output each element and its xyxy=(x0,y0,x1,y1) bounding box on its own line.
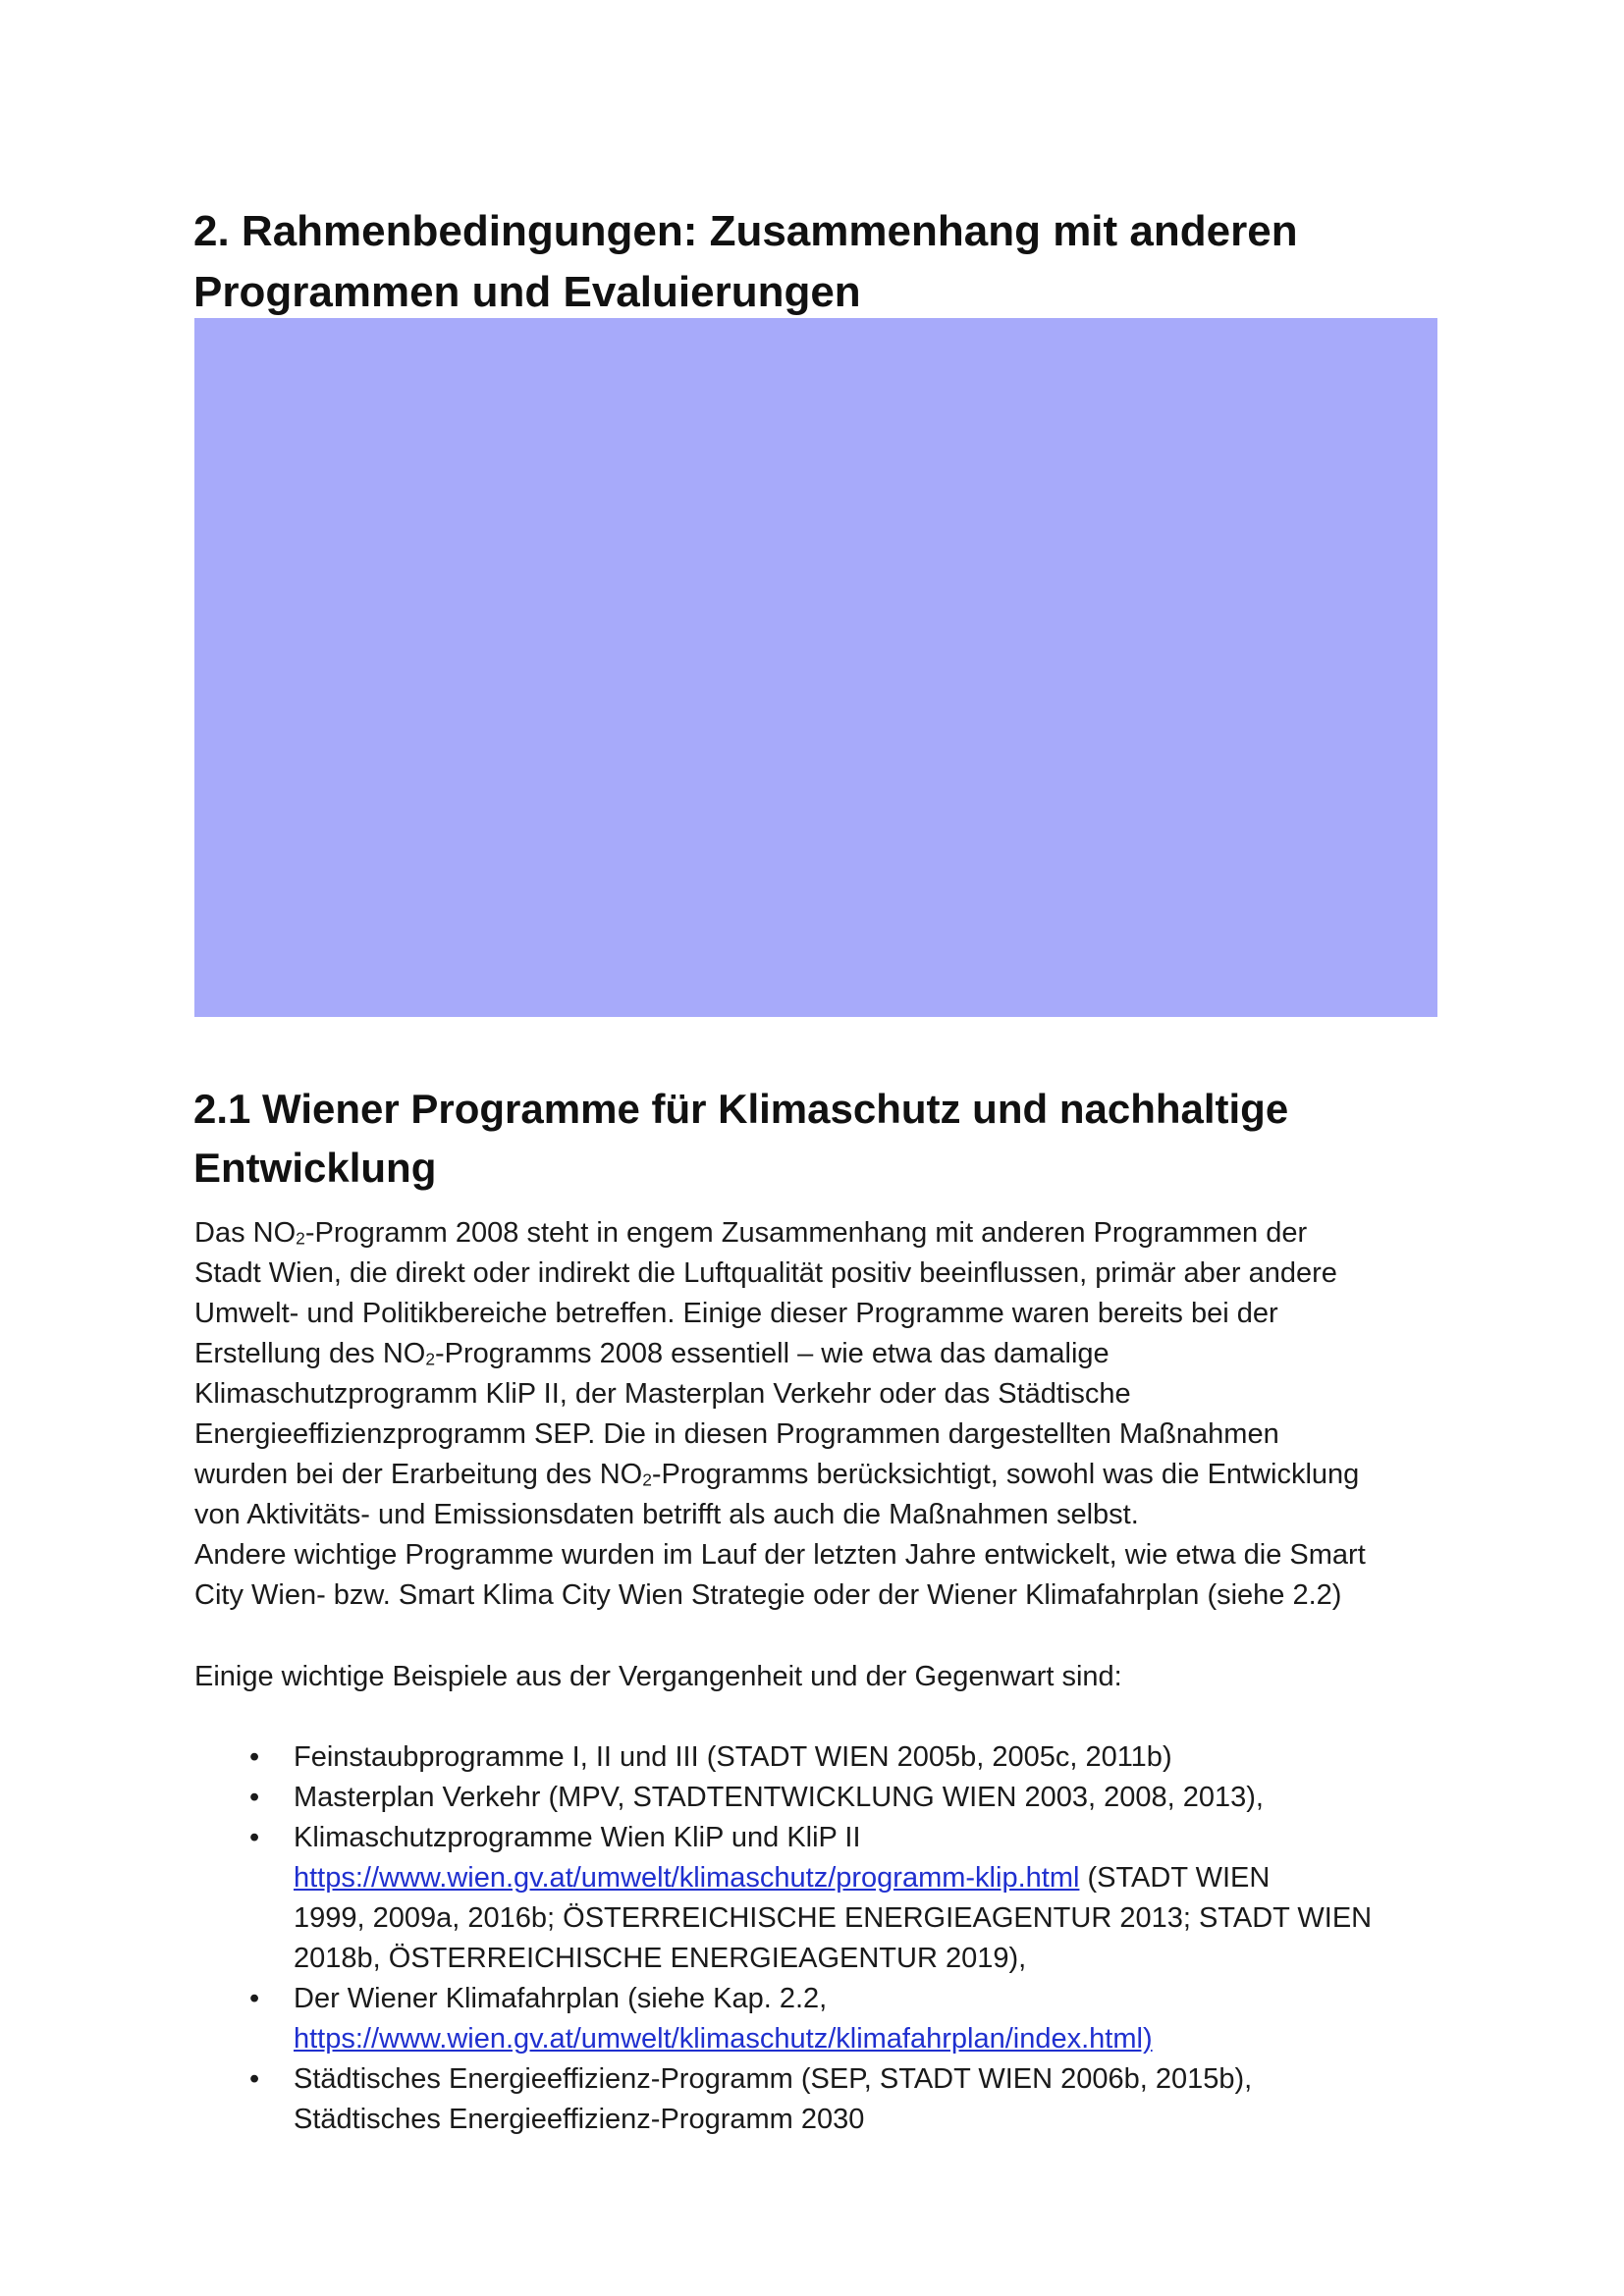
subsection-heading-line-1: 2.1 Wiener Programme für Klimaschutz und nachhaltige xyxy=(193,1086,1289,1132)
list-item xyxy=(194,1737,1451,1778)
list-item-text: Städtisches Energieeffizienz-Programm (SEP, STADT WIEN 2006b, 2015b), xyxy=(294,2063,1253,2095)
list-item xyxy=(194,2059,1451,2140)
list-item xyxy=(194,1778,1451,1818)
bullet-icon: • xyxy=(249,1741,260,1773)
subsection-heading-line-2: Entwicklung xyxy=(193,1145,437,1191)
paragraph-line: Umwelt- und Politikbereiche betreffen. Einige dieser Programme waren bereits bei der xyxy=(194,1298,1278,1329)
list-item-text: 2018b, ÖSTERREICHISCHE ENERGIEAGENTUR 2019), xyxy=(294,1943,1027,1974)
section-heading-line-2: Programmen und Evaluierungen xyxy=(193,268,861,316)
bullet-icon: • xyxy=(249,1782,260,1813)
list-item-text: 1999, 2009a, 2016b; ÖSTERREICHISCHE ENERGIEAGENTUR 2013; STADT WIEN xyxy=(294,1902,1373,1934)
list-item-text: Klimaschutzprogramme Wien KliP und KliP II xyxy=(294,1822,861,1853)
paragraph-line: Andere wichtige Programme wurden im Lauf der letzten Jahre entwickelt, wie etwa die Smart xyxy=(194,1539,1366,1571)
list-item xyxy=(194,1979,1451,2059)
paragraph-line: Energieeffizienzprogramm SEP. Die in diesen Programmen dargestellten Maßnahmen xyxy=(194,1418,1279,1450)
paragraph-line: von Aktivitäts- und Emissionsdaten betrifft als auch die Maßnahmen selbst. xyxy=(194,1499,1139,1530)
bullet-icon: • xyxy=(249,2063,260,2095)
subsection-heading xyxy=(193,1080,1431,1198)
list-item xyxy=(194,1818,1451,1979)
list-item-text: Der Wiener Klimafahrplan (siehe Kap. 2.2, xyxy=(294,1983,828,2014)
paragraph-line: City Wien- bzw. Smart Klima City Wien Strategie oder der Wiener Klimafahrplan (siehe 2.2) xyxy=(194,1579,1342,1611)
list-item-text: Städtisches Energieeffizienz-Programm 2030 xyxy=(294,2104,865,2135)
paragraph-line: Erstellung des $NO_2$-Programms 2008 essentiell – wie etwa das damalige xyxy=(194,1338,1110,1369)
examples-list xyxy=(194,1737,1451,2140)
list-item-text xyxy=(294,2019,1451,2059)
bullet-icon: • xyxy=(249,1822,260,1853)
paragraph-line: Stadt Wien, die direkt oder indirekt die Luftqualität positiv beeinflussen, primär aber andere xyxy=(194,1257,1337,1289)
list-intro: Einige wichtige Beispiele aus der Vergangenheit und der Gegenwart sind: xyxy=(194,1661,1122,1692)
list-item-text: https://www.wien.gv.at/umwelt/klimaschutz/programm-klip.html (STADT WIEN xyxy=(294,1862,1271,1894)
section-heading-line-1: 2. Rahmenbedingungen: Zusammenhang mit anderen xyxy=(193,207,1298,255)
klip-link[interactable]: https://www.wien.gv.at/umwelt/klimaschutz/programm-klip.html xyxy=(294,1862,1080,1894)
bullet-icon: • xyxy=(249,1983,260,2014)
list-item-text: Masterplan Verkehr (MPV, STADTENTWICKLUNG WIEN 2003, 2008, 2013), xyxy=(294,1782,1264,1813)
list-item-text: Feinstaubprogramme I, II und III (STADT WIEN 2005b, 2005c, 2011b) xyxy=(294,1741,1172,1773)
section-heading xyxy=(193,201,1431,323)
body-paragraph xyxy=(194,1213,1451,1616)
paragraph-line: wurden bei der Erarbeitung des $NO_2$-Programms berücksichtigt, sowohl was die Entwicklung xyxy=(194,1459,1360,1490)
paragraph-line: Das $NO_2$-Programm 2008 steht in engem Zusammenhang mit anderen Programmen der xyxy=(194,1217,1308,1249)
klimafahrplan-link[interactable]: https://www.wien.gv.at/umwelt/klimaschutz/klimafahrplan/index.html) xyxy=(294,2023,1153,2055)
paragraph-line: Klimaschutzprogramm KliP II, der Masterplan Verkehr oder das Städtische xyxy=(194,1378,1131,1410)
figure-placeholder xyxy=(194,318,1437,1017)
